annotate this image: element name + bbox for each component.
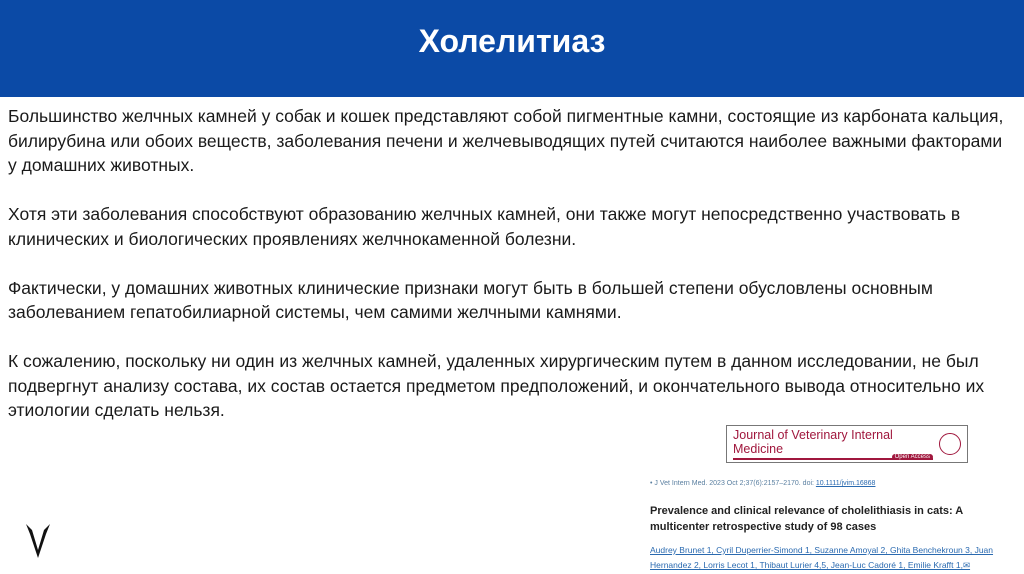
slide-header	[0, 0, 1024, 97]
slide-body	[8, 104, 1008, 447]
paragraph: К сожалению, поскольку ни один из желчных камней, удаленных хирургическим путем в данном исследовании, не был подвергнут анализу состава, их состав остается предметом предположений, и окончательного вывода относительно их этиологии сделать нельзя.	[8, 351, 985, 420]
journal-banner	[726, 425, 968, 463]
slide-title: Холелитиаз	[418, 23, 606, 59]
journal-name: Journal of Veterinary Internal Medicine	[733, 428, 893, 456]
doi-link[interactable]: 10.1111/jvim.16868	[815, 480, 876, 487]
citation: • J Vet Intern Med. 2023 Oct 2;37(6):2157–2170. doi: 10.1111/jvim.16868	[650, 480, 876, 487]
paragraph: Фактически, у домашних животных клинические признаки могут быть в большей степени обусловлены основным заболеванием гепатобилиарной системы, чем самими желчными камнями.	[8, 277, 933, 322]
paragraph: Большинство желчных камней у собак и кошек представляют собой пигментные камни, состоящие из карбоната кальция, билирубина или обоих веществ, заболевания печени и желчевыводящих путей считаются наиболее важными факторами у домашних животных.	[8, 106, 1004, 175]
article-reference-image	[650, 425, 1024, 573]
paragraph: Хотя эти заболевания способствуют образованию желчных камней, они также могут непосредственно участвовать в клинических и биологических проявлениях желчнокаменной болезни.	[8, 204, 961, 249]
author-list[interactable]: Audrey Brunet 1, Cyril Duperrier-Simond 1, Suzanne Amoyal 2, Ghita Benchekroun 3, Juan Hernandez 2, Lorris Lecot 1, Thibaut Lurier 4,5, Jean-Luc Cadoré 1, Emilie Krafft 1,✉	[650, 545, 994, 570]
article-title: Prevalence and clinical relevance of cholelithiasis in cats: A multicenter retrospective study of 98 cases	[650, 505, 963, 533]
logo-v-icon	[24, 520, 52, 560]
open-access-badge: Open Access	[892, 454, 933, 460]
journal-seal-icon	[939, 433, 961, 455]
